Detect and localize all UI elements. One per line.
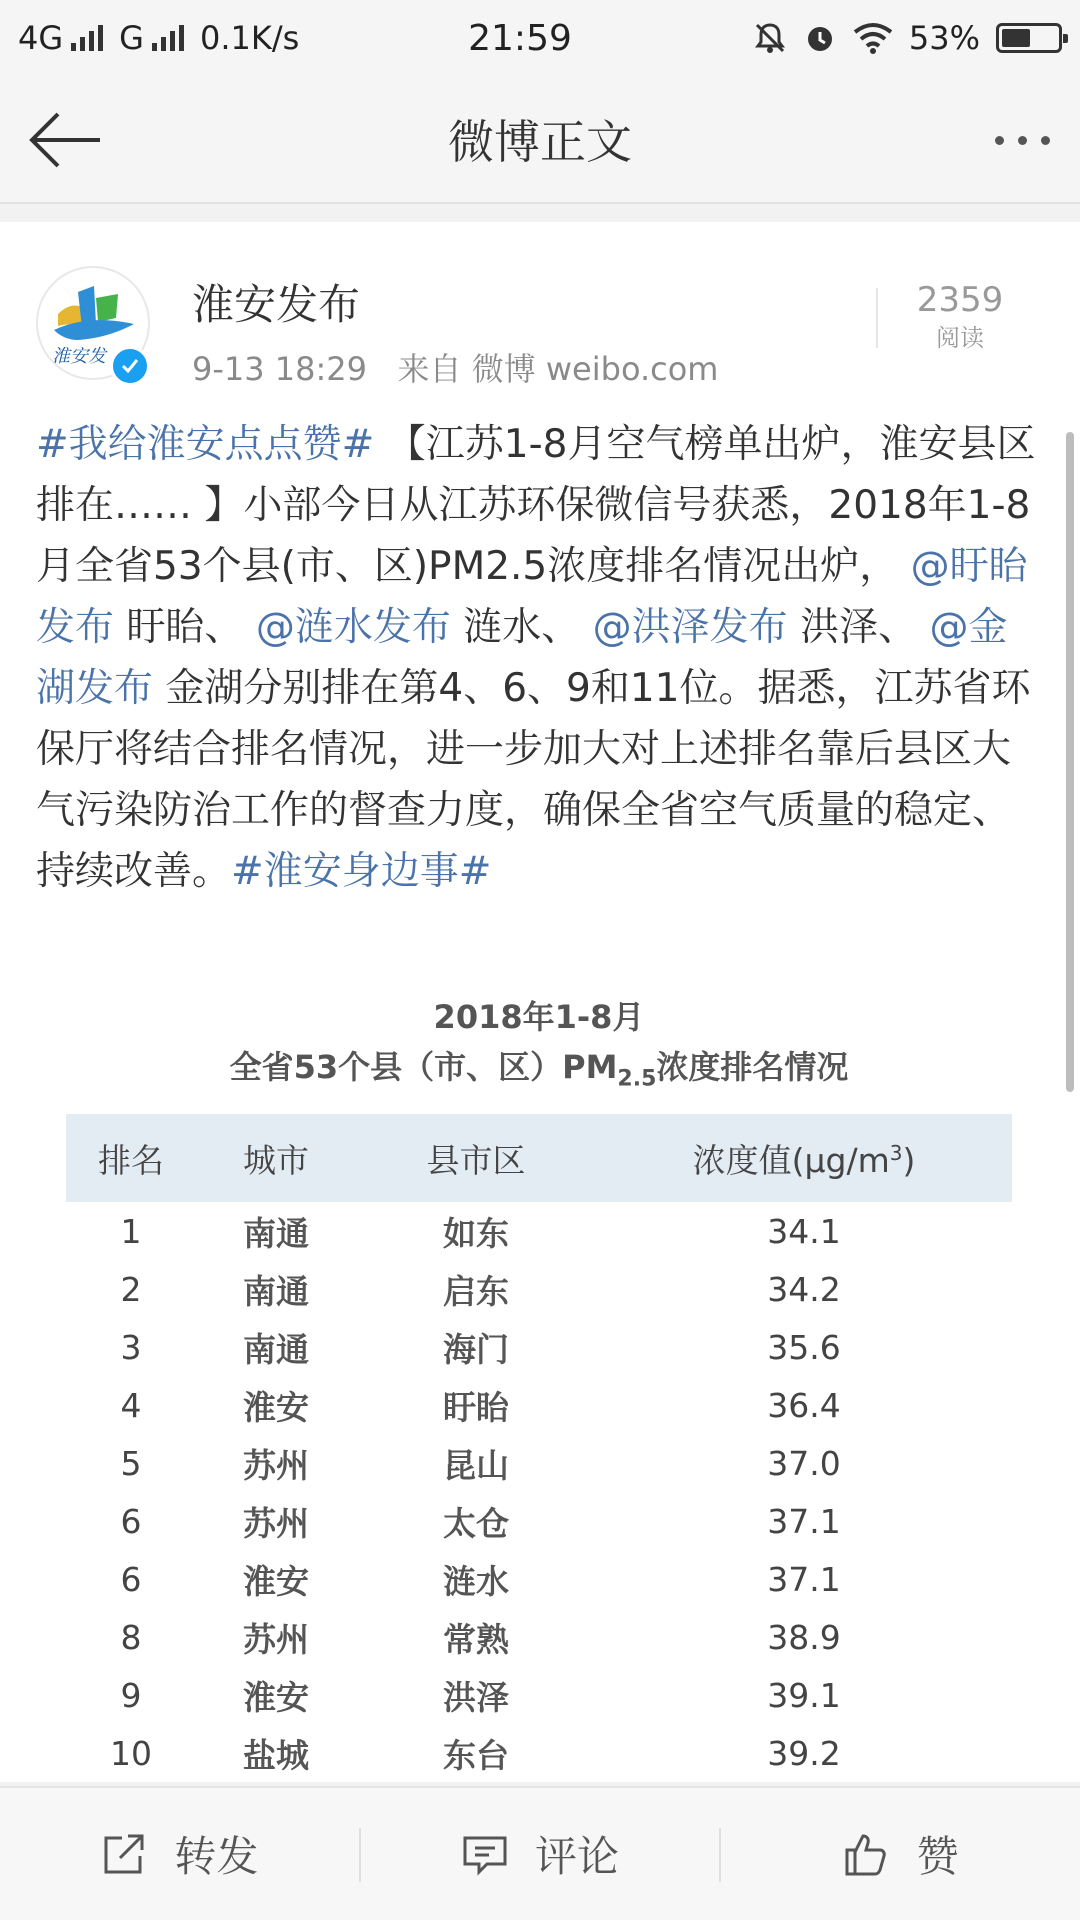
like-button[interactable] xyxy=(721,1788,1080,1920)
signal-icon xyxy=(71,25,103,51)
network-speed: 0.1K/s xyxy=(199,19,300,57)
table-row: 4 淮安 盱眙 36.4 xyxy=(120,1385,841,1427)
share-icon xyxy=(100,1830,148,1878)
comment-label: 评论 xyxy=(535,1832,620,1881)
post-text: 洪泽、 xyxy=(787,605,918,650)
post-card xyxy=(0,222,1080,1782)
read-count-box xyxy=(900,280,1020,353)
comment-button[interactable] xyxy=(361,1788,720,1920)
more-options-icon[interactable] xyxy=(995,136,1050,145)
status-bar xyxy=(0,0,1080,76)
post-meta xyxy=(192,344,718,390)
table-row: 8 苏州 常熟 38.9 xyxy=(120,1617,841,1659)
topic-link[interactable]: #我给淮安点点赞# xyxy=(36,422,375,467)
column-header-rank: 排名 xyxy=(98,1140,164,1180)
comment-icon xyxy=(461,1830,509,1878)
network-type-2: G xyxy=(119,19,144,57)
post-source: 来自 微博 weibo.com xyxy=(397,350,719,388)
clock: 21:59 xyxy=(468,17,572,59)
nav-header xyxy=(0,76,1080,204)
table-header xyxy=(66,1114,1012,1202)
table-row: 2 南通 启东 34.2 xyxy=(120,1269,841,1311)
mention-link[interactable]: @金湖发布 xyxy=(36,605,1008,711)
table-row: 1 南通 如东 34.1 xyxy=(120,1211,841,1253)
like-label: 赞 xyxy=(916,1832,959,1881)
signal-icon-2 xyxy=(152,25,184,51)
topic-link[interactable]: #淮安身边事# xyxy=(231,849,492,894)
network-type: 4G xyxy=(18,19,64,57)
repost-label: 转发 xyxy=(174,1832,259,1881)
status-left xyxy=(18,19,438,57)
action-bar xyxy=(0,1786,1080,1920)
mute-bell-icon xyxy=(753,21,787,55)
battery-percent: 53% xyxy=(908,19,980,57)
table-subtitle: 全省53个县（市、区）$PM_{2.5}$浓度排名情况 xyxy=(229,1048,849,1092)
table-body xyxy=(66,1202,1012,1782)
column-header-city: 城市 xyxy=(243,1140,309,1180)
table-row: 6 苏州 太仓 37.1 xyxy=(120,1501,841,1543)
table-row: 6 淮安 涟水 37.1 xyxy=(120,1559,841,1601)
post-date: 9-13 18:29 xyxy=(192,350,368,388)
battery-icon xyxy=(996,23,1062,53)
column-header-value: 浓度值$(\mu g/m^3)$ xyxy=(692,1140,916,1180)
back-arrow-icon[interactable] xyxy=(26,110,106,170)
post-body xyxy=(36,414,1046,902)
wifi-icon xyxy=(853,22,893,54)
mention-link[interactable]: @盱眙发布 xyxy=(36,544,1028,650)
read-label: 阅读 xyxy=(936,324,984,352)
post-image[interactable] xyxy=(66,992,1012,1782)
alarm-icon xyxy=(803,21,837,55)
divider xyxy=(876,288,878,348)
post-text: 金湖分别排在第4、6、9和11位。据悉，江苏省环保厅将结合排名情况，进一步加大对上述排名靠后县区大气污染防治工作的督查力度，确保全省空气质量的稳定、持续改善。 xyxy=(36,666,1031,894)
mention-link[interactable]: @洪泽发布 xyxy=(592,605,788,650)
status-right xyxy=(642,19,1062,57)
table-row: 5 苏州 昆山 37.0 xyxy=(120,1443,841,1485)
svg-text:淮安发: 淮安发 xyxy=(52,346,106,367)
post-text: 涟水、 xyxy=(450,605,581,650)
post-text: 盱眙、 xyxy=(114,605,244,650)
scrollbar[interactable] xyxy=(1066,432,1074,1092)
table-title: 2018年1-8月 xyxy=(433,998,645,1036)
page-title: 微博正文 xyxy=(448,115,632,169)
post-text: 【江苏1-8月空气榜单出炉，淮安县区排在…… 】小部今日从江苏环保微信号获悉，2018年1-8月全省53个县(市、区)PM2.5浓度排名情况出炉， xyxy=(36,422,1036,589)
table-row: 10 盐城 东台 39.2 xyxy=(110,1733,841,1775)
thumbs-up-icon xyxy=(843,1830,891,1878)
mention-link[interactable]: @涟水发布 xyxy=(255,605,451,650)
column-header-district: 县市区 xyxy=(426,1140,526,1180)
repost-button[interactable] xyxy=(0,1788,359,1920)
read-count: 2359 xyxy=(916,280,1004,320)
verified-badge-icon xyxy=(110,346,150,386)
table-row: 9 淮安 洪泽 39.1 xyxy=(120,1675,841,1717)
table-row: 3 南通 海门 35.6 xyxy=(120,1327,841,1369)
username[interactable]: 淮安发布 xyxy=(192,280,361,329)
